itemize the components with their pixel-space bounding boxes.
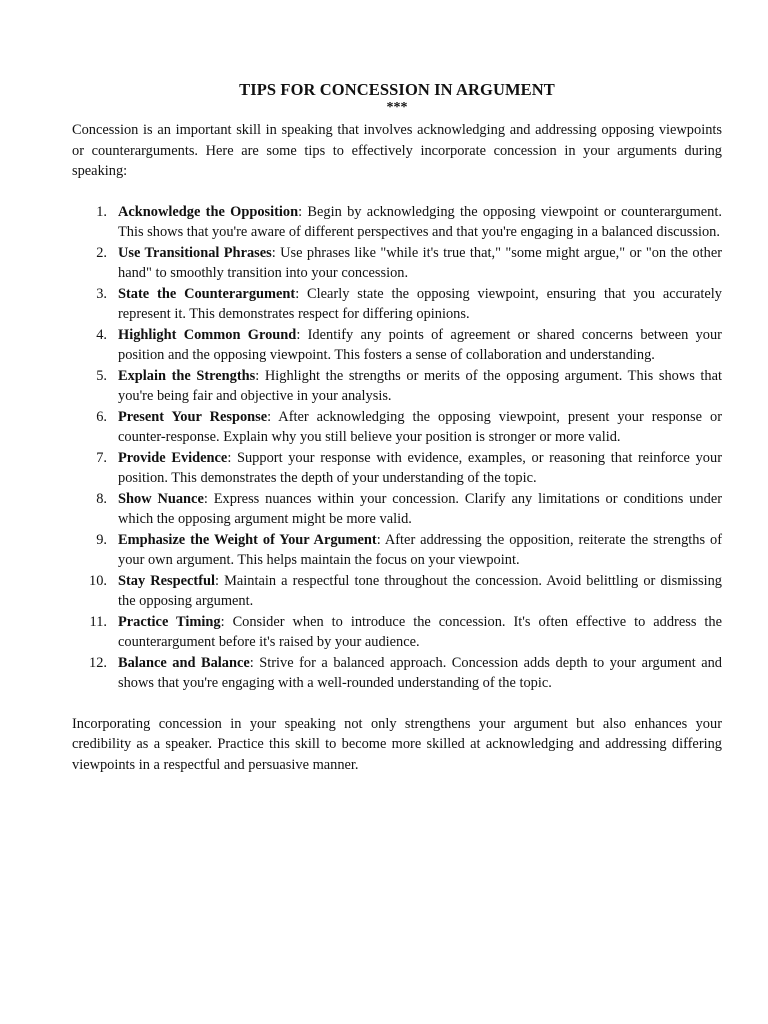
list-item-text: : Consider when to introduce the concession. It's often effective to address the counterargument before it's raised by your audience. xyxy=(118,613,722,650)
intro-paragraph: Concession is an important skill in speaking that involves acknowledging and addressing opposing viewpoints or counterarguments. Here are some tips to effectively incorporate concession in your arguments during speaking: xyxy=(72,122,722,179)
list-item xyxy=(72,653,722,694)
list-item xyxy=(72,202,722,243)
conclusion-paragraph: Incorporating concession in your speaking not only strengthens your argument but also enhances your credibility as a speaker. Practice this skill to become more skilled at acknowledging and addressing differing viewpoints in a respectful and persuasive manner. xyxy=(72,715,722,773)
list-item xyxy=(72,489,722,530)
list-item-term: Emphasize the Weight of Your Argument xyxy=(118,531,377,548)
list-item-text: : Express nuances within your concession. Clarify any limitations or conditions under which the opposing argument might be more valid. xyxy=(118,490,722,527)
list-item-text: : Identify any points of agreement or shared concerns between your position and the opposing viewpoint. This fosters a sense of collaboration and understanding. xyxy=(118,326,722,363)
list-item-text: : Use phrases like "while it's true that," "some might argue," or "on the other hand" to smoothly transition into your concession. xyxy=(118,244,723,281)
list-item-text: : Maintain a respectful tone throughout the concession. Avoid belittling or dismissing the opposing argument. xyxy=(118,572,722,609)
list-item-text: : Clearly state the opposing viewpoint, ensuring that you accurately represent it. This demonstrates respect for differing opinions. xyxy=(118,285,722,322)
list-item-text: : Support your response with evidence, examples, or reasoning that reinforce your position. This demonstrates the depth of your understanding of the topic. xyxy=(118,449,722,486)
list-item-term: Practice Timing xyxy=(118,613,221,630)
list-item-term: Present Your Response xyxy=(118,408,268,425)
list-item xyxy=(72,612,722,653)
list-item-number: 7. xyxy=(96,449,107,466)
list-item-number: 10. xyxy=(89,572,107,589)
document-title: TIPS FOR CONCESSION IN ARGUMENT xyxy=(239,80,555,99)
list-item-term: Use Transitional Phrases xyxy=(118,244,272,261)
list-item-number: 8. xyxy=(96,490,107,507)
list-item xyxy=(72,284,722,325)
list-item xyxy=(72,448,722,489)
list-item-text: : Highlight the strengths or merits of the opposing argument. This shows that you're being fair and objective in your analysis. xyxy=(118,367,722,404)
list-item-text: : Begin by acknowledging the opposing viewpoint or counterargument. This shows that you're aware of different perspectives and that you're engaging in a balanced discussion. xyxy=(118,203,722,240)
list-item-number: 2. xyxy=(96,244,107,261)
list-item-number: 6. xyxy=(96,408,107,425)
list-item xyxy=(72,530,722,571)
list-item-term: Provide Evidence xyxy=(118,449,228,466)
list-item-text: : Strive for a balanced approach. Concession adds depth to your argument and shows that you're engaging with a well-rounded understanding of the topic. xyxy=(118,654,722,691)
list-item-term: Balance and Balance xyxy=(118,654,250,671)
title-separator: *** xyxy=(386,100,408,115)
list-item-number: 1. xyxy=(96,203,107,220)
list-item-term: Highlight Common Ground xyxy=(118,326,297,343)
list-item-term: Acknowledge the Opposition xyxy=(118,203,299,220)
tips-list xyxy=(72,202,722,694)
list-item xyxy=(72,243,722,284)
list-item-term: Explain the Strengths xyxy=(118,367,256,384)
list-item-number: 5. xyxy=(96,367,107,384)
list-item xyxy=(72,325,722,366)
list-item-term: State the Counterargument xyxy=(118,285,296,302)
list-item-text: : After addressing the opposition, reiterate the strengths of your own argument. This helps maintain the focus on your viewpoint. xyxy=(118,531,722,568)
list-item xyxy=(72,571,722,612)
list-item-number: 3. xyxy=(96,285,107,302)
list-item-number: 4. xyxy=(96,326,107,343)
list-item-number: 12. xyxy=(89,654,107,671)
list-item-text: : After acknowledging the opposing viewpoint, present your response or counter-response. Explain why you still believe your position is stronger or more valid. xyxy=(118,408,722,445)
list-item-term: Stay Respectful xyxy=(118,572,216,589)
list-item-term: Show Nuance xyxy=(118,490,204,507)
list-item-number: 9. xyxy=(96,531,107,548)
list-item xyxy=(72,407,722,448)
list-item-number: 11. xyxy=(89,613,107,630)
list-item xyxy=(72,366,722,407)
